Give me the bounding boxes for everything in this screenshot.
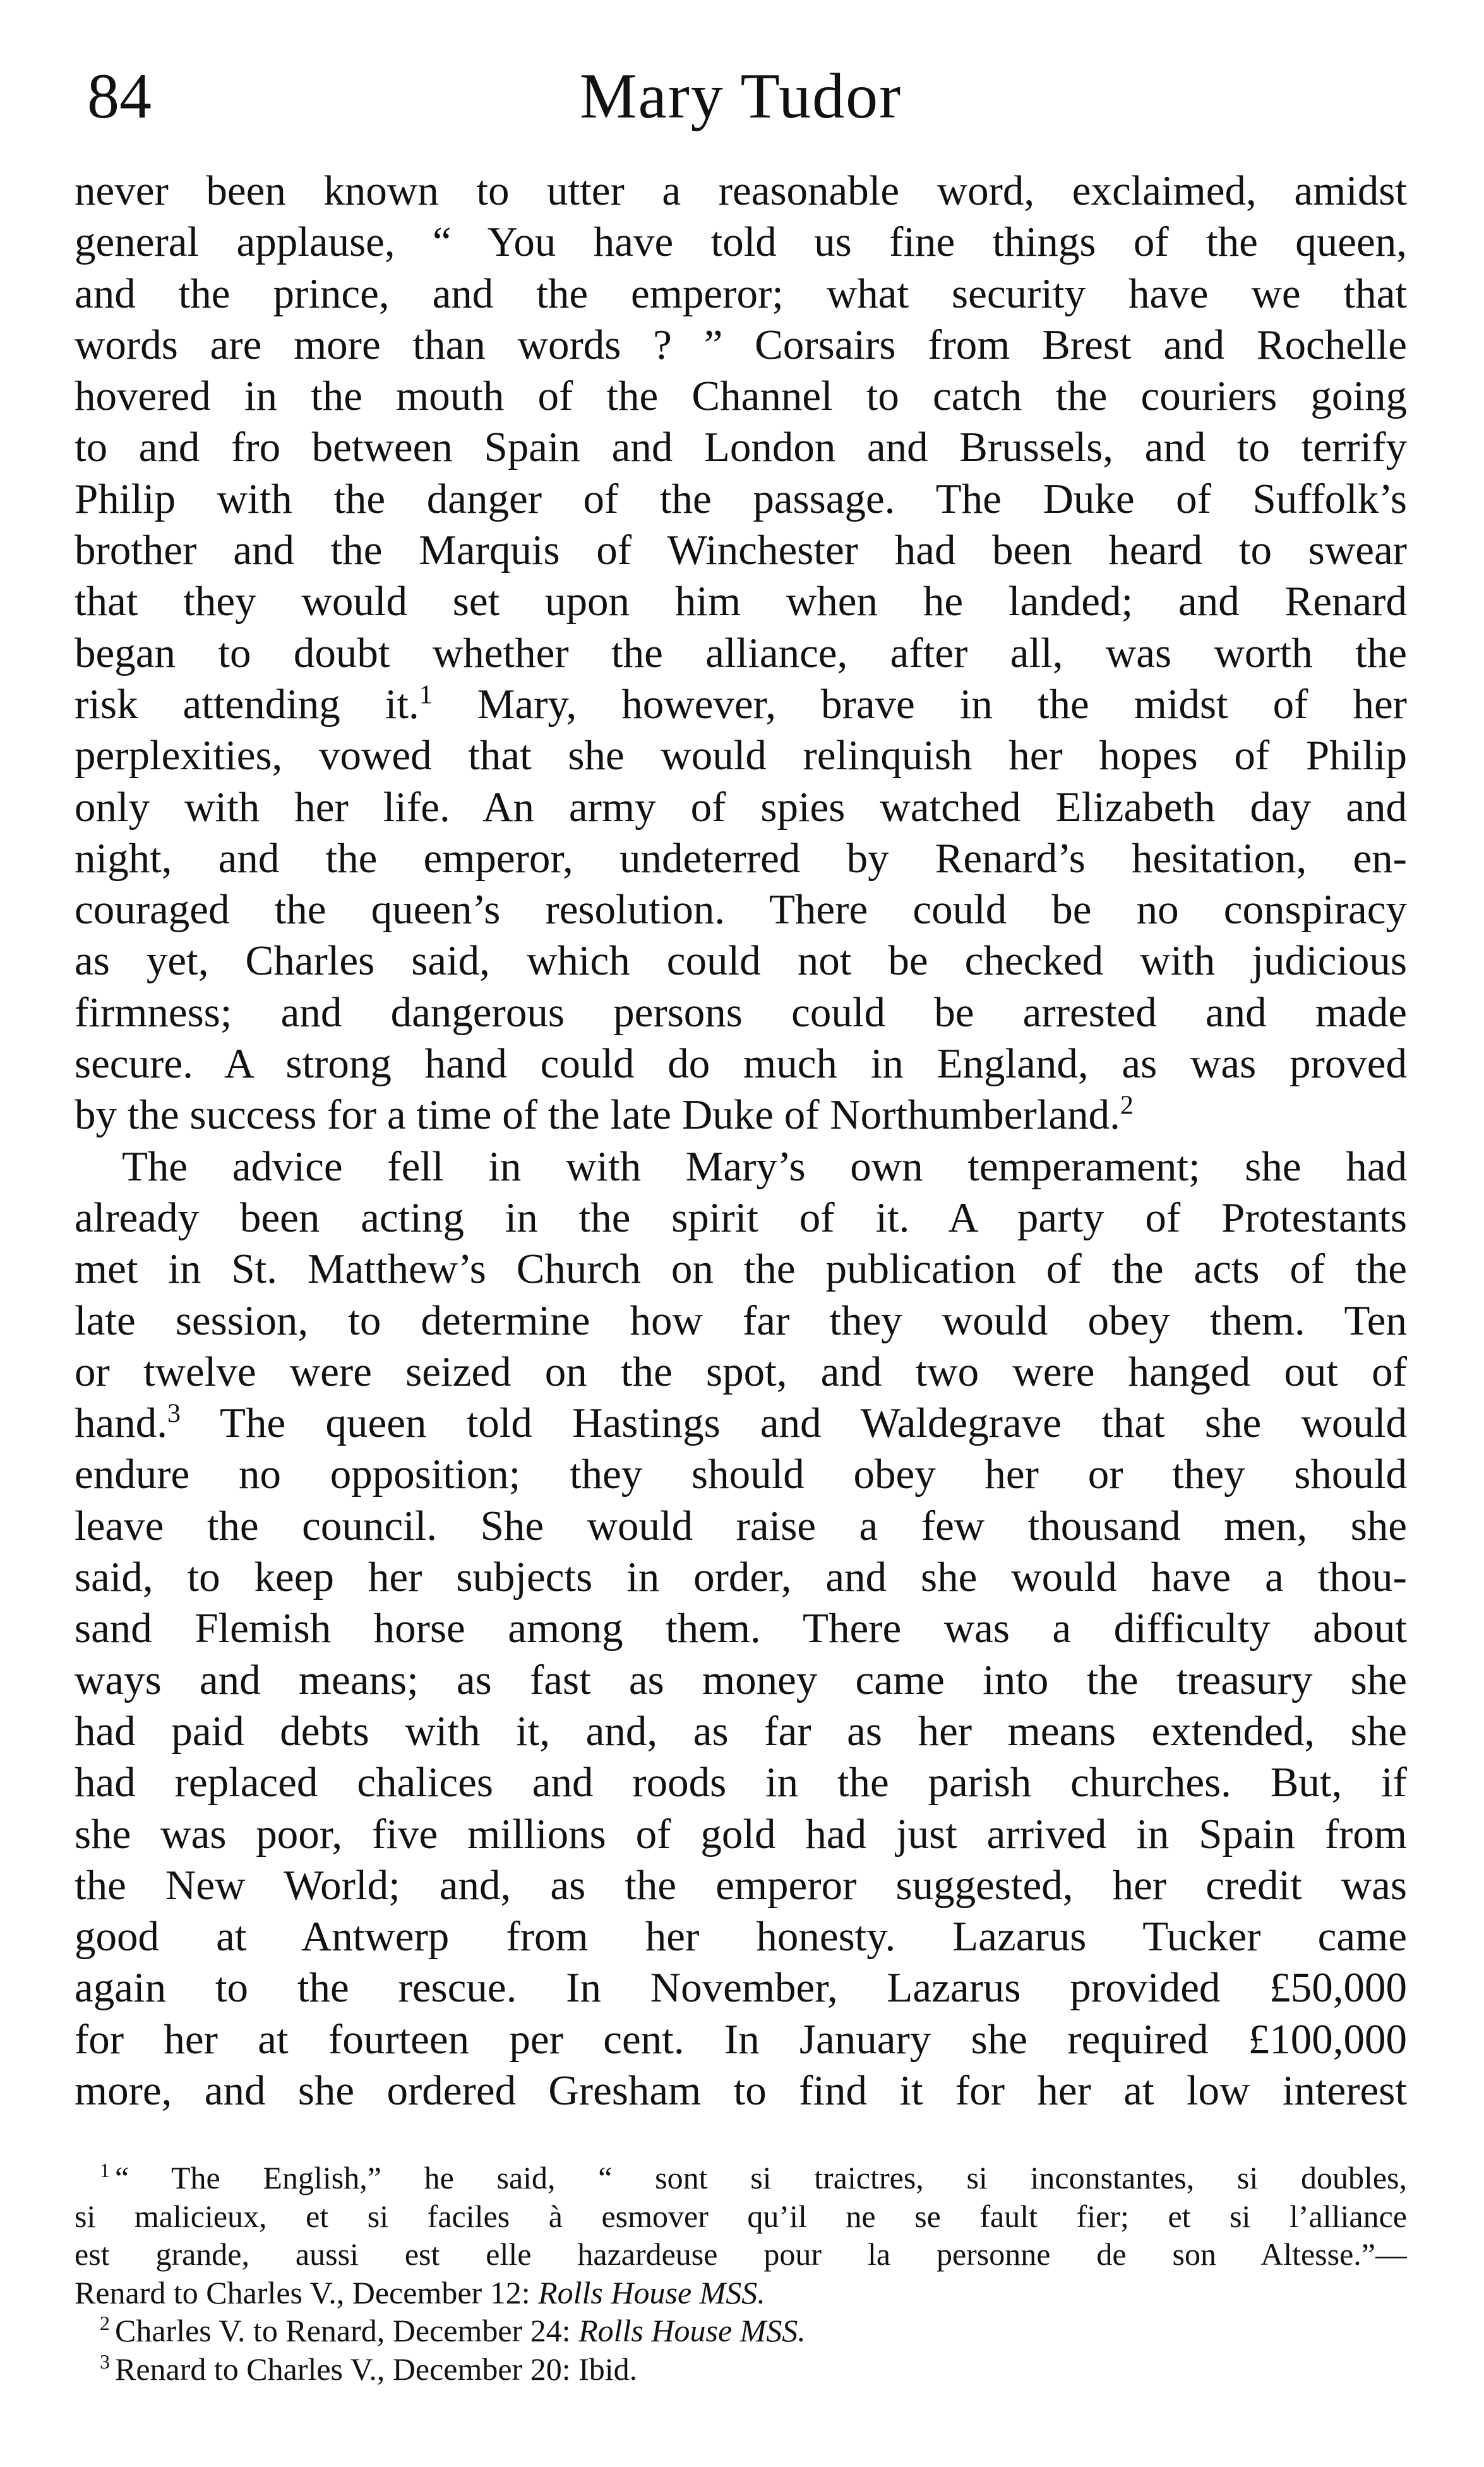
footnote-ref-2: 2 [1120, 1091, 1134, 1121]
body-line-text: risk attending it. [75, 680, 419, 728]
body-line: endure no opposition; they should obey her or they should [75, 1451, 1407, 1498]
footnote-3-text: Renard to Charles V., December 20: [115, 2351, 579, 2387]
footnote-3 [75, 2350, 1407, 2389]
footnote-1-source: Rolls House MSS. [538, 2274, 765, 2310]
footnote-1-text: Renard to Charles V., December 12: [75, 2274, 539, 2310]
body-line: again to the rescue. In November, Lazarus provided £50,000 [75, 1964, 1407, 2012]
footnote-3-source: Ibid. [578, 2351, 638, 2387]
footnote-1-number: 1 [100, 2159, 110, 2182]
body-line: ways and means; as fast as money came into the treasury she [75, 1656, 1407, 1703]
body-line: couraged the queen’s resolution. There could be no conspiracy [75, 886, 1407, 933]
footnote-ref-1: 1 [419, 680, 433, 710]
body-line [75, 679, 1407, 730]
body-line: more, and she ordered Gresham to find it for her at low interest [75, 2067, 1407, 2114]
body-line: hovered in the mouth of the Channel to catch the couriers going [75, 373, 1407, 420]
body-line: general applause, “ You have told us fine things of the queen, [75, 219, 1407, 266]
footnote-2-number: 2 [100, 2312, 110, 2335]
running-title: Mary Tudor [579, 61, 902, 132]
footnote-1-text: “ The English,” he said, “ sont si traictres, si inconstantes, si doubles, [115, 2160, 1407, 2195]
body-line: began to doubt whether the alliance, after all, was worth the [75, 629, 1407, 676]
footnotes [75, 2159, 1407, 2388]
body-line-tail: Mary, however, brave in the midst of her [432, 680, 1407, 728]
body-line: and the prince, and the emperor; what security have we that [75, 270, 1407, 317]
body-line: Philip with the danger of the passage. The Duke of Suffolk’s [75, 475, 1407, 522]
body-line: only with her life. An army of spies watched Elizabeth day and [75, 783, 1407, 831]
footnote-3-number: 3 [100, 2350, 110, 2373]
page-header [75, 49, 1407, 144]
footnote-1-line [75, 2274, 1407, 2312]
body-line: to and fro between Spain and London and Brussels, and to terrify [75, 424, 1407, 471]
footnote-2-source: Rolls House MSS. [578, 2313, 806, 2348]
body-line: the New World; and, as the emperor suggested, her credit was [75, 1861, 1407, 1909]
body-line: perplexities, vowed that she would relinquish her hopes of Philip [75, 732, 1407, 779]
footnote-1-line: si malicieux, et si faciles à esmover qu’il ne se fault fier; et si l’alliance [75, 2198, 1407, 2234]
footnote-2-text: Charles V. to Renard, December 24: [115, 2313, 579, 2348]
body-line: never been known to utter a reasonable word, exclaimed, amidst [75, 167, 1407, 214]
body-line: that they would set upon him when he landed; and Renard [75, 578, 1407, 625]
page-number: 84 [87, 61, 152, 132]
body-line: late session, to determine how far they would obey them. Ten [75, 1297, 1407, 1344]
body-line: leave the council. She would raise a few thousand men, she [75, 1502, 1407, 1549]
body-line: already been acting in the spirit of it. A party of Protestants [75, 1194, 1407, 1241]
body-line: words are more than words ? ” Corsairs from Brest and Rochelle [75, 321, 1407, 368]
body-line-text: hand. [75, 1400, 167, 1447]
footnote-1-line: est grande, aussi est elle hazardeuse pour la personne de son Altesse.”— [75, 2236, 1407, 2272]
body-line: had replaced chalices and roods in the parish churches. But, if [75, 1759, 1407, 1806]
body-line: The advice fell in with Mary’s own temperament; she had [122, 1143, 1407, 1190]
body-line: as yet, Charles said, which could not be checked with judicious [75, 937, 1407, 985]
body-line [75, 1398, 1407, 1449]
body-line: or twelve were seized on the spot, and two were hanged out of [75, 1348, 1407, 1395]
body-text [75, 165, 1407, 2116]
footnote-ref-3: 3 [167, 1399, 181, 1429]
body-line: secure. A strong hand could do much in England, as was proved [75, 1040, 1407, 1088]
body-line [75, 1089, 1407, 1141]
body-line: she was poor, five millions of gold had just arrived in Spain from [75, 1810, 1407, 1858]
body-line-text: by the success for a time of the late Duke of Northumberland. [75, 1091, 1120, 1139]
body-line: said, to keep her subjects in order, and she would have a thou- [75, 1554, 1407, 1601]
body-line: night, and the emperor, undeterred by Renard’s hesitation, en- [75, 834, 1407, 882]
body-line: brother and the Marquis of Winchester had been heard to swear [75, 527, 1407, 574]
footnote-1-line [75, 2159, 1407, 2197]
body-line: for her at fourteen per cent. In January she required £100,000 [75, 2015, 1407, 2063]
body-line: had paid debts with it, and, as far as her means extended, she [75, 1707, 1407, 1755]
body-line: good at Antwerp from her honesty. Lazarus Tucker came [75, 1913, 1407, 1960]
body-line: sand Flemish horse among them. There was a difficulty about [75, 1605, 1407, 1652]
footnote-2 [75, 2312, 1407, 2350]
body-line: met in St. Matthew’s Church on the publication of the acts of the [75, 1246, 1407, 1293]
body-line-tail: The queen told Hastings and Waldegrave that she would [181, 1400, 1407, 1447]
body-line: firmness; and dangerous persons could be arrested and made [75, 988, 1407, 1036]
